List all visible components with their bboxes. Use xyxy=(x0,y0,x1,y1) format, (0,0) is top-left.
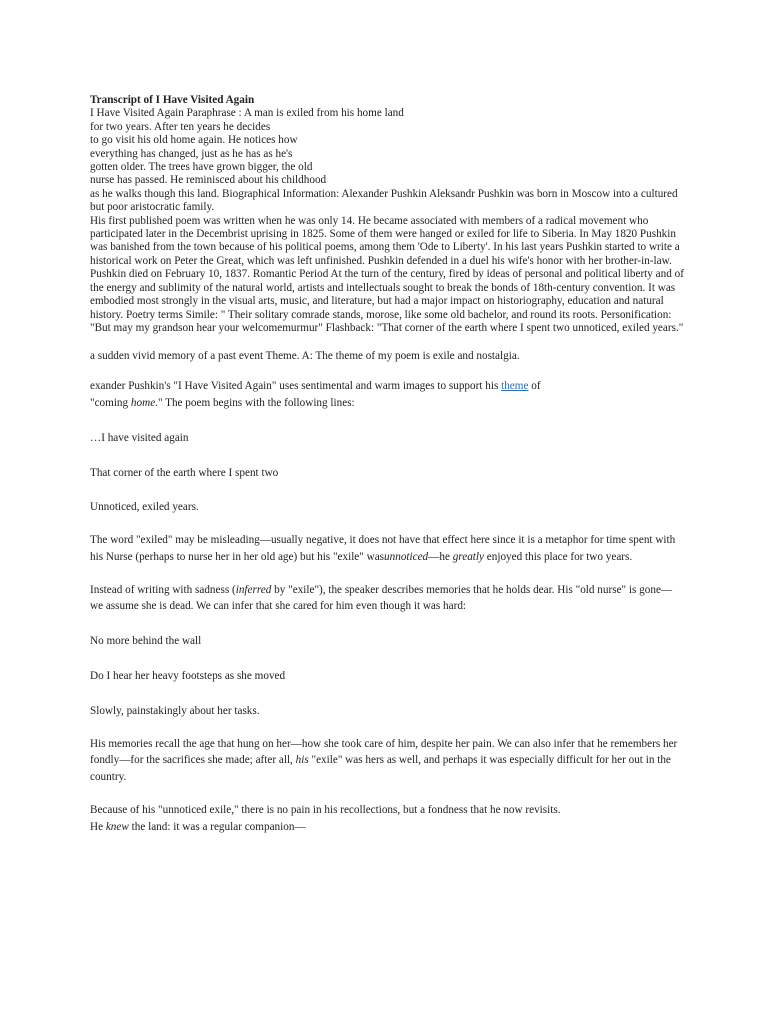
intro-line: gotten older. The trees have grown bigger, the old xyxy=(90,161,313,174)
home-italic: home xyxy=(130,396,156,409)
exiled-paragraph xyxy=(90,532,685,566)
poem-line: No more behind the wall xyxy=(90,635,202,648)
instead-end-text: by "exile"), the speaker describes memories that he holds dear. His "old nurse" is gone—we assume she is dead. We can infer that she cared for him even though it was hard: xyxy=(90,583,673,613)
his-italic: his xyxy=(295,754,309,767)
intro-line: I Have Visited Again Paraphrase : A man is exiled from his home land xyxy=(90,107,404,120)
instead-paragraph xyxy=(90,582,685,616)
document-title: Transcript of I Have Visited Again xyxy=(90,94,255,106)
poem-line: That corner of the earth where I spent two xyxy=(90,466,279,479)
intro-line: everything has changed, just as he has as he's xyxy=(90,147,293,160)
document-page xyxy=(90,94,690,836)
intro-line: for two years. After ten years he decides xyxy=(90,120,271,133)
analysis-intro xyxy=(90,378,685,412)
memories-text: His memories recall the age that hung on her—how she took care of him, despite her pain. We can also infer that he remembers her fondly—for the sacrifices she made; after all, xyxy=(90,737,678,767)
poem-line: Slowly, painstakingly about her tasks. xyxy=(90,704,260,717)
inferred-italic: inferred xyxy=(235,583,272,596)
bio-paragraph: as he walks though this land. Biographical Information: Alexander Pushkin Aleksandr Pushkin was born in Moscow into a cultured but poor aristocratic family. xyxy=(90,187,678,214)
analysis-intro-text-end: of xyxy=(528,380,541,393)
exiled-mid-text: —he xyxy=(428,550,453,563)
greatly-italic: greatly xyxy=(452,550,484,563)
because-text: Because of his "unnoticed exile," there is no pain in his recollections, but a fondness that he now revisits. xyxy=(90,804,561,817)
memories-paragraph xyxy=(90,736,685,786)
poem-line: …I have visited again xyxy=(90,431,189,444)
death-paragraph: Pushkin died on February 10, 1837. Romantic Period At the turn of the century, fired by ideas of personal and political liberty and of the energy and sublimity of the natural world, artists and intellectuals sought to break the bonds of 18th-century convention. It was embodied most strongly in the visual arts, music, and literature, but had a major impact on historiography, education and natural history. Poetry terms Simile: " Their solitary comrade stands, morose, like some old bachelor, and round its roots. Personification: "But may my grandson hear your welcomemurmur" Flashback: "That corner of the earth where I spent two unnoticed, exiled years." xyxy=(90,268,684,334)
coming-text: "coming xyxy=(90,396,131,409)
memory-paragraph: a sudden vivid memory of a past event Theme. A: The theme of my poem is exile and nostalgia. xyxy=(90,350,520,363)
knew-end-text: the land: it was a regular companion— xyxy=(128,820,306,833)
exiled-text: The word "exiled" may be misleading—usually negative, it does not have that effect here since it is a metaphor for time spent with his Nurse (perhaps to nurse her in her old age) but his "exile" was xyxy=(90,534,676,563)
analysis-intro-text: exander Pushkin's "I Have Visited Again" uses sentimental and warm images to support his xyxy=(90,380,502,393)
memories-end-text: "exile" was hers as well, and perhaps it was especially difficult for her out in the country. xyxy=(90,754,671,784)
unnoticed-italic: unnoticed xyxy=(384,550,429,563)
because-paragraph xyxy=(90,802,685,836)
first-poem-paragraph: His first published poem was written when he was only 14. He became associated with members of a radical movement who participated later in the Decembrist uprising in 1825. Some of them were hanged or exiled for life to Siberia. In May 1820 Pushkin was banished from the town because of his political poems, among them 'Ode to Liberty'. In his last years Pushkin started to write a historical work on Peter the Great, which was left unfinished. Pushkin defended in a duel his wife's honor with her brother-in-law. xyxy=(90,214,680,267)
intro-line: nurse has passed. He reminisced about his childhood xyxy=(90,174,327,187)
knew-italic: knew xyxy=(105,820,129,833)
poem-line: Do I hear her heavy footsteps as she moved xyxy=(90,670,286,683)
intro-line: to go visit his old home again. He notices how xyxy=(90,134,298,147)
exiled-end-text: enjoyed this place for two years. xyxy=(483,550,633,563)
poem-line: Unnoticed, exiled years. xyxy=(90,501,199,514)
theme-link[interactable]: theme xyxy=(501,380,529,393)
instead-text: Instead of writing with sadness ( xyxy=(90,583,236,596)
coming-text-end: ." The poem begins with the following lines: xyxy=(155,396,355,409)
knew-text: He xyxy=(90,820,106,833)
